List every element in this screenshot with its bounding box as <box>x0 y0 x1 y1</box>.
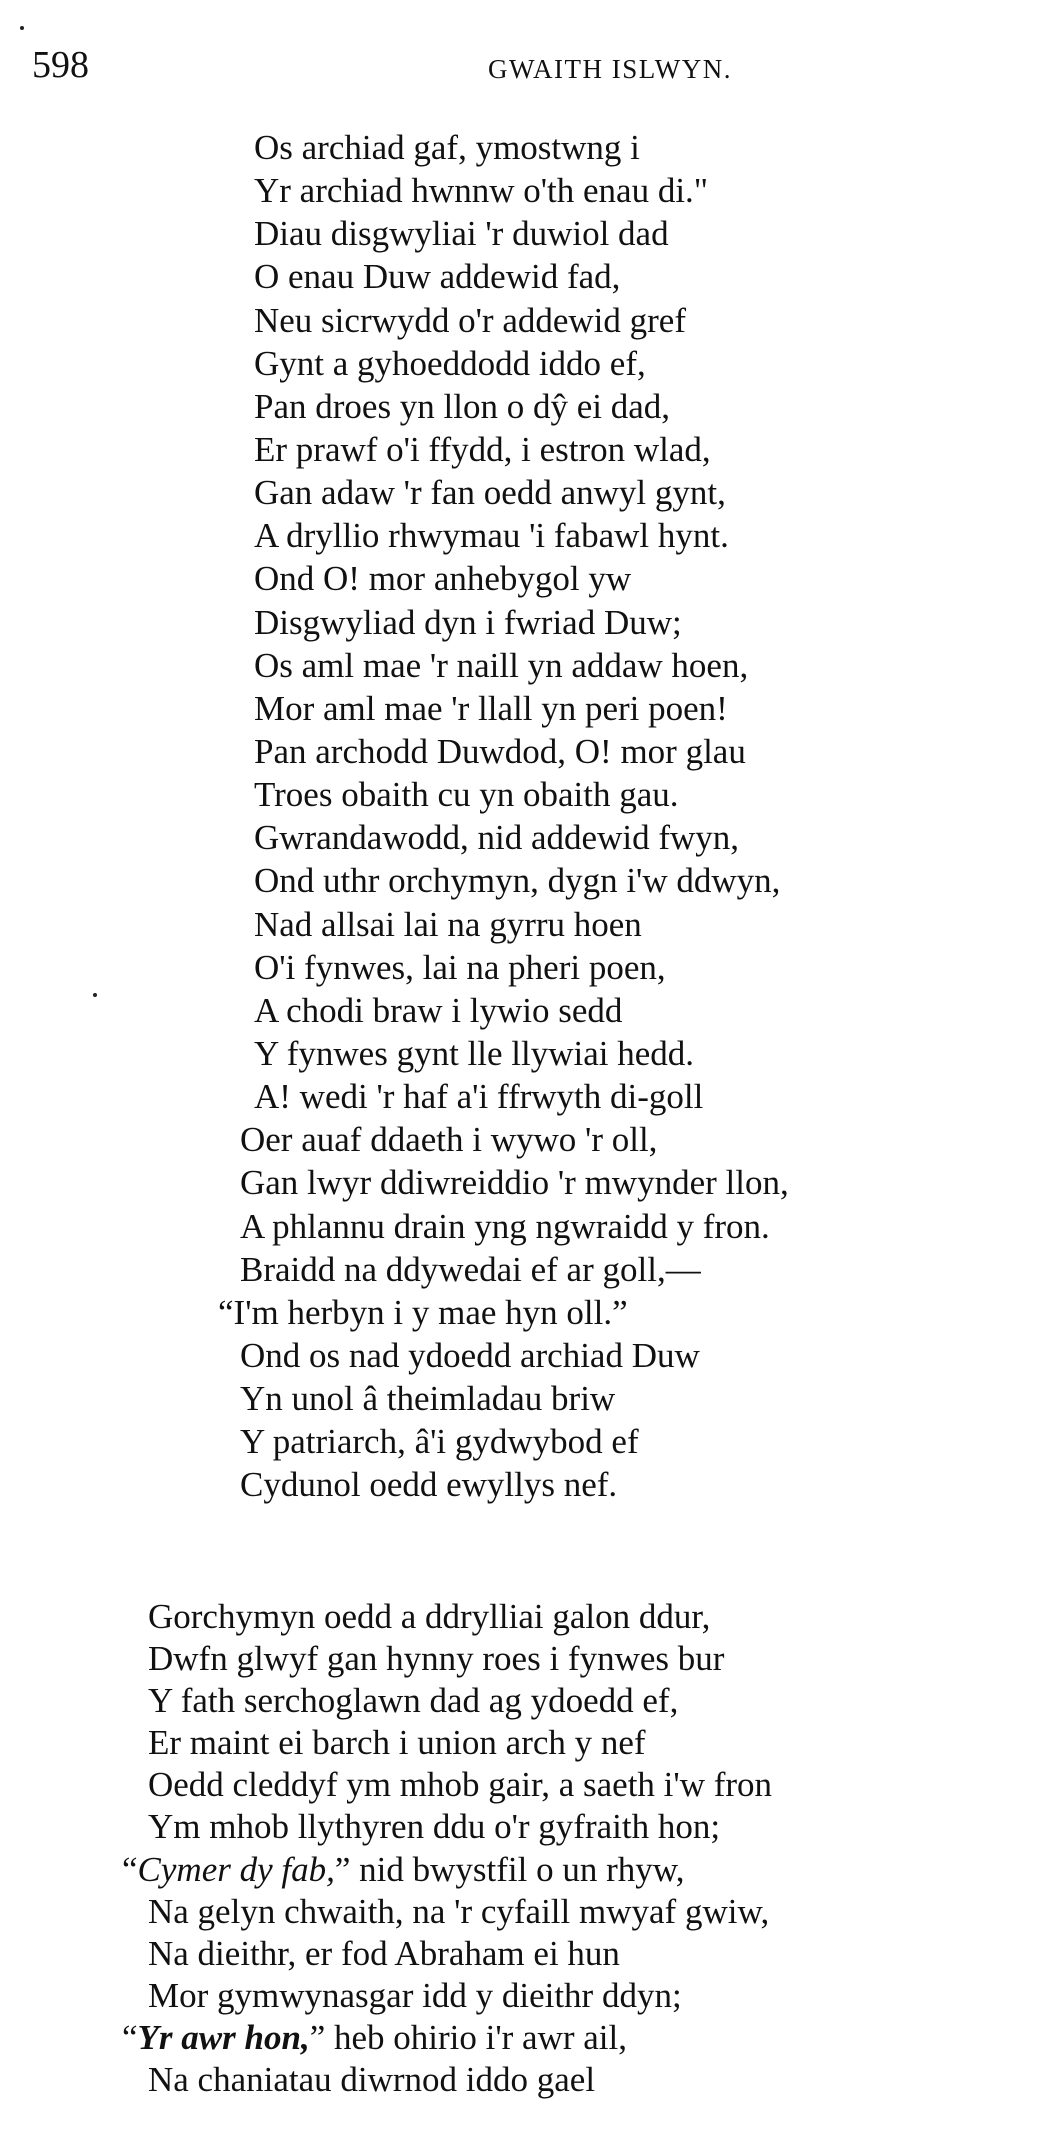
verse-line: Gorchymyn oedd a ddrylliai galon ddur, <box>148 1597 711 1636</box>
page-header <box>0 40 1060 90</box>
italic-phrase: Yr awr hon, <box>137 2017 310 2057</box>
verse-line: A! wedi 'r haf a'i ffrwyth di-goll <box>254 1077 704 1117</box>
verse-line: Neu sicrwydd o'r addewid gref <box>254 300 686 340</box>
verse-line: Ond O! mor anhebygol yw <box>254 559 632 599</box>
verse-line: O'i fynwes, lai na pheri poen, <box>254 947 666 987</box>
running-title: GWAITH ISLWYN. <box>488 54 732 84</box>
verse-line <box>0 1849 1060 1891</box>
verse-line: Na gelyn chwaith, na 'r cyfaill mwyaf gwiw, <box>148 1891 770 1931</box>
verse-line <box>0 2017 1060 2059</box>
verse-line: Yr archiad hwnnw o'th enau di." <box>254 171 709 211</box>
print-speck <box>20 26 24 30</box>
verse-line: “I'm herbyn i y mae hyn oll.” <box>218 1292 628 1332</box>
verse-line: Na dieithr, er fod Abraham ei hun <box>148 1933 620 1973</box>
verse-line: Pan archodd Duwdod, O! mor glau <box>254 731 746 771</box>
verse-line: Os aml mae 'r naill yn addaw hoen, <box>254 645 749 685</box>
line-rest: ” heb ohirio i'r awr ail, <box>309 2017 628 2057</box>
open-quote: “ <box>122 2017 138 2057</box>
verse-line: Yn unol â theimladau briw <box>240 1379 616 1419</box>
verse-line: Ond uthr orchymyn, dygn i'w ddwyn, <box>254 861 781 901</box>
verse-line: Ond os nad ydoedd archiad Duw <box>240 1335 700 1375</box>
verse-line: Nad allsai lai na gyrru hoen <box>254 904 642 944</box>
italic-phrase: Cymer dy fab, <box>137 1849 335 1889</box>
verse-line: Ym mhob llythyren ddu o'r gyfraith hon; <box>148 1807 721 1847</box>
verse-line: Na chaniatau diwrnod iddo gael <box>148 2060 596 2100</box>
verse-line: Dwfn glwyf gan hynny roes i fynwes bur <box>148 1639 725 1679</box>
verse-line: Mor gymwynasgar idd y dieithr ddyn; <box>148 1975 682 2015</box>
verse-line: Oedd cleddyf ym mhob gair, a saeth i'w fron <box>148 1765 773 1805</box>
line-rest: ” nid bwystfil o un rhyw, <box>334 1849 685 1889</box>
verse-line: Pan droes yn llon o dŷ ei dad, <box>254 386 671 426</box>
verse-line: Oer auaf ddaeth i wywo 'r oll, <box>240 1120 658 1160</box>
verse-line: Braidd na ddywedai ef ar goll,— <box>240 1249 701 1289</box>
verse-line: Y fynwes gynt lle llywiai hedd. <box>254 1033 695 1073</box>
verse-line: Gan lwyr ddiwreiddio 'r mwynder llon, <box>240 1163 789 1203</box>
verse-line: Os archiad gaf, ymostwng i <box>254 128 640 167</box>
verse-line: A phlannu drain yng ngwraidd y fron. <box>240 1206 770 1246</box>
verse-line: Y fath serchoglawn dad ag ydoedd ef, <box>148 1681 679 1721</box>
open-quote: “ <box>122 1849 138 1889</box>
verse-line: Er prawf o'i ffydd, i estron wlad, <box>254 429 711 469</box>
page-number: 598 <box>32 44 89 86</box>
stanza-1 <box>0 126 1060 1507</box>
verse-line: Cydunol oedd ewyllys nef. <box>240 1465 618 1505</box>
verse-line: Er maint ei barch i union arch y nef <box>148 1723 646 1763</box>
verse-line: Diau disgwyliai 'r duwiol dad <box>254 214 669 254</box>
verse-line: Gan adaw 'r fan oedd anwyl gynt, <box>254 473 726 513</box>
verse-line: Disgwyliad dyn i fwriad Duw; <box>254 602 682 642</box>
verse-line: Y patriarch, â'i gydwybod ef <box>240 1422 639 1462</box>
verse-line: Troes obaith cu yn obaith gau. <box>254 775 679 815</box>
verse-line: A dryllio rhwymau 'i fabawl hynt. <box>254 516 729 556</box>
verse-line: Gynt a gyhoeddodd iddo ef, <box>254 343 646 383</box>
verse-line: Mor aml mae 'r llall yn peri poen! <box>254 688 728 728</box>
stanza-2 <box>0 1596 1060 2101</box>
verse-line: Gwrandawodd, nid addewid fwyn, <box>254 818 740 858</box>
verse-line: A chodi braw i lywio sedd <box>254 990 623 1030</box>
verse-line: O enau Duw addewid fad, <box>254 257 621 297</box>
